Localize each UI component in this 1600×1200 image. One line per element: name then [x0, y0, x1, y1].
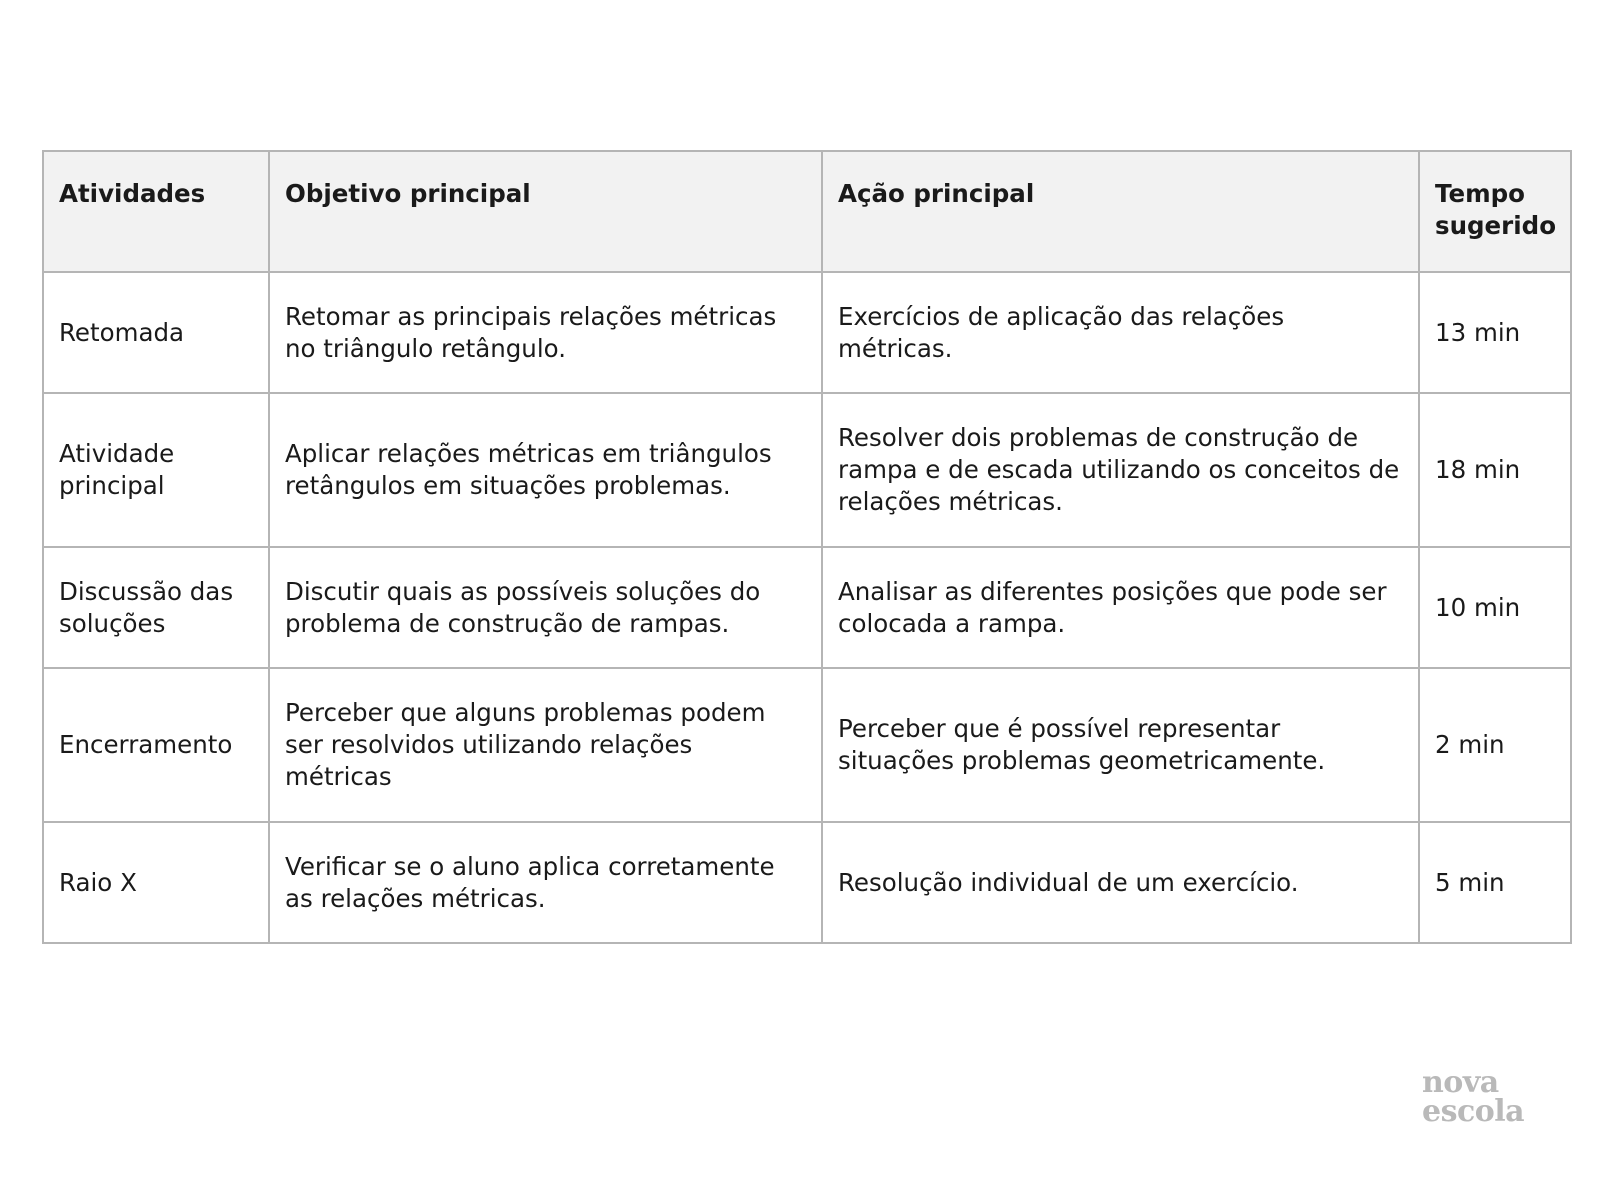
table-body	[43, 272, 1571, 943]
table-row	[43, 272, 1571, 393]
table-row	[43, 668, 1571, 822]
table-row	[43, 547, 1571, 668]
cell-tempo: 5 min	[1419, 822, 1571, 943]
cell-atividade: Discussão das soluções	[43, 547, 269, 668]
lesson-plan-table	[42, 150, 1572, 944]
header-atividades: Atividades	[43, 151, 269, 272]
cell-acao: Perceber que é possível representar situações problemas geometricamente.	[822, 668, 1419, 822]
cell-objetivo: Perceber que alguns problemas podem ser resolvidos utilizando relações métricas	[269, 668, 822, 822]
header-acao-principal: Ação principal	[822, 151, 1419, 272]
lesson-plan-table-container	[42, 150, 1570, 944]
cell-objetivo: Discutir quais as possíveis soluções do problema de construção de rampas.	[269, 547, 822, 668]
cell-objetivo: Aplicar relações métricas em triângulos retângulos em situações problemas.	[269, 393, 822, 547]
header-row	[43, 151, 1571, 272]
cell-tempo: 18 min	[1419, 393, 1571, 547]
cell-acao: Resolver dois problemas de construção de rampa e de escada utilizando os conceitos de relações métricas.	[822, 393, 1419, 547]
cell-tempo: 13 min	[1419, 272, 1571, 393]
header-objetivo-principal: Objetivo principal	[269, 151, 822, 272]
cell-atividade: Atividade principal	[43, 393, 269, 547]
cell-acao: Exercícios de aplicação das relações métricas.	[822, 272, 1419, 393]
cell-objetivo: Verificar se o aluno aplica corretamente as relações métricas.	[269, 822, 822, 943]
header-tempo-sugerido: Tempo sugerido	[1419, 151, 1571, 272]
cell-acao: Resolução individual de um exercício.	[822, 822, 1419, 943]
cell-atividade: Retomada	[43, 272, 269, 393]
nova-escola-logo	[1422, 1065, 1542, 1129]
table-row	[43, 393, 1571, 547]
logo-line-nova: nova	[1422, 1065, 1499, 1100]
logo-line-escola: escola	[1422, 1094, 1525, 1129]
cell-atividade: Encerramento	[43, 668, 269, 822]
cell-tempo: 10 min	[1419, 547, 1571, 668]
table-header	[43, 151, 1571, 272]
cell-objetivo: Retomar as principais relações métricas no triângulo retângulo.	[269, 272, 822, 393]
cell-acao: Analisar as diferentes posições que pode ser colocada a rampa.	[822, 547, 1419, 668]
cell-tempo: 2 min	[1419, 668, 1571, 822]
table-row	[43, 822, 1571, 943]
cell-atividade: Raio X	[43, 822, 269, 943]
